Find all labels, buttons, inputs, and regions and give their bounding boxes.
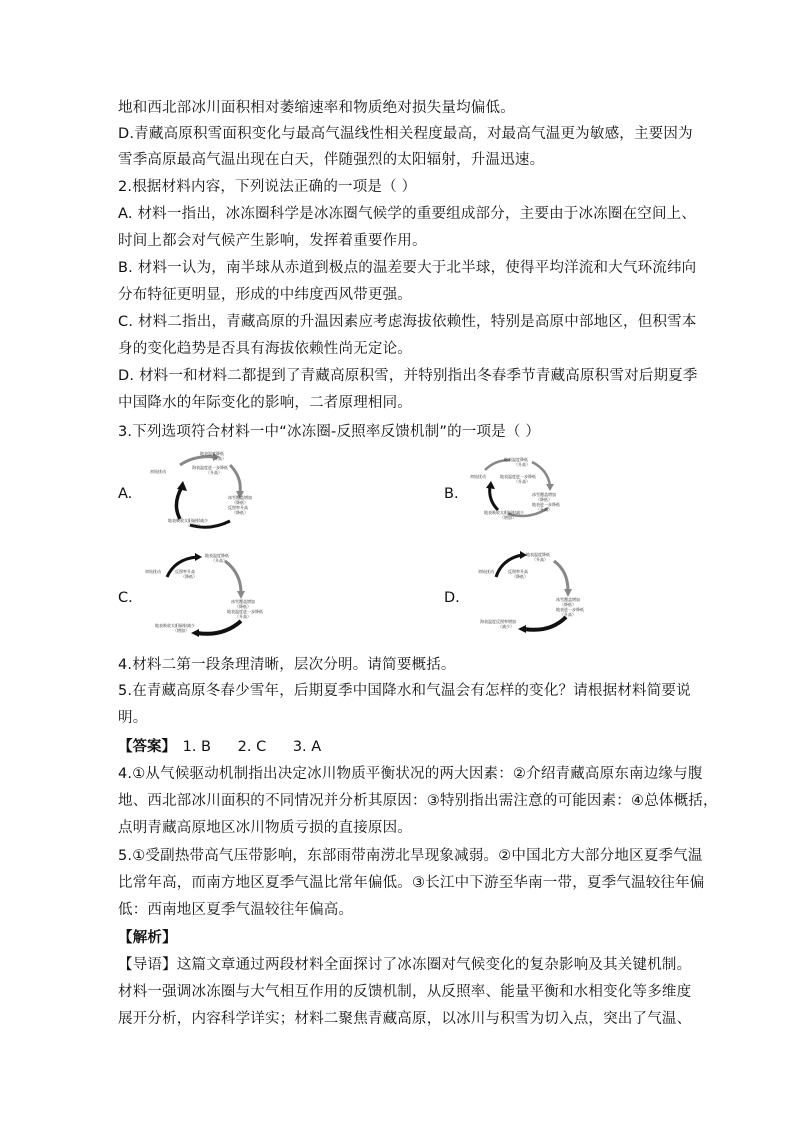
node-bottom2: （增加） [500,515,516,520]
text-line: 低：西南地区夏季气温较往年偏高。 [118,902,354,918]
node-bottom1: 地表吸收太阳辐射减少 [484,510,524,515]
node-top-sub: （升高） [211,558,227,563]
question-3: 3.下列选项符合材料一中“冰冻圈-反照率反馈机制”的一项是（ ） [118,424,541,440]
node-right1: 冰雪覆盖增加 [228,495,252,500]
node-top-sub: （升高） [532,557,548,562]
answer-1: 1. B [182,739,212,755]
node-right1: 冰雪覆盖增加 [556,597,580,602]
option-d-line: D.青藏高原积雪面积变化与最高气温线性相关程度最高，对最高气温更为敏感，主要因为 [118,126,693,142]
cycle-diagram-a [150,449,260,533]
node-right2: （降低） [536,497,552,502]
text-line: 身的变化趋势是否具有海拔依赖性尚无定论。 [118,341,412,357]
node-tr2: （升高） [514,479,530,484]
node-bottom2: （增加） [186,523,202,528]
node-tr1: 海表温度进一步降低 [192,465,228,470]
node-right3: 地表进一步降低 [532,502,560,507]
question-2-option-b: B. 材料一认为，南半球从赤道到极点的温差要大于北半球，使得平均洋流和大气环流纬向 [118,260,697,276]
node-left: 初始扰动 [470,474,486,479]
node-bottom1: 海表温度反照率增加 [480,619,516,624]
node-bottom2: （增加） [173,628,189,633]
node-top: 地表温度降低 [504,457,528,462]
question-2: 2.根据材料内容，下列说法正确的一项是（ ） [118,179,417,195]
cycle-diagram-b [470,456,570,522]
node-right2: （降低） [235,604,251,609]
text-line: 分布特征更明显，形成的中纬度西风带更强。 [118,287,412,303]
question-2-option-d: D. 材料一和材料二都提到了青藏高原积雪，并特别指出冬春季节青藏高原积雪对后期夏季 [118,368,698,384]
node-top-sub: （升高） [210,456,226,461]
text-line: 时间上都会对气候产生影响，发挥着重要作用。 [118,233,427,249]
guide-text: 【导语】这篇文章通过两段材料全面探讨了冰冻圈对气候变化的复杂影响及其关键机制。 [118,957,692,973]
answer-5: 5.①受副热带高气压带影响，东部雨带南涝北旱现象减弱。②中国北方大部分地区夏季气温 [118,848,703,864]
node-right3: 反照率升高 [228,505,248,510]
node-tr2: （降低） [512,574,528,579]
question-4: 4.材料二第一段条理清晰，层次分明。请简要概括。 [118,657,456,673]
answer-4: 4.①从气候驱动机制指出决定冰川物质平衡状况的两大因素：②介绍青藏高原东南边缘与腹 [118,766,703,782]
node-top: 地表温度降低 [200,451,224,456]
text-line: 地和西北部冰川面积相对萎缩速率和物质绝对损失量均偏低。 [118,100,515,116]
text-line: 材料一强调冰冻圈与大气相互作用的反馈机制，从反照率、能量平衡和水相变化等多维度 [118,984,692,1000]
node-bottom2: （减少） [498,624,514,629]
answer-3: 3. A [292,739,322,755]
text-line: 明。 [118,710,148,726]
question-2-option-c: C. 材料二指出，青藏高原的升温因素应考虑海拔依赖性，特别是高原中部地区，但积雪本 [118,314,697,330]
cycle-diagram-c [145,551,265,641]
option-d-label: D. [444,590,460,606]
text-line: 地、西北部冰川面积的不同情况并分析其原因：③特别指出需注意的可能因素：④总体概括， [118,793,718,809]
node-top: 地表温度降低 [205,553,229,558]
text-line: 比常年高，而南方地区夏季气温比常年偏低。③长江中下游至华南一带，夏季气温较往年偏 [118,875,705,891]
node-top: 地表温度降低 [526,552,550,557]
option-c-label: C. [118,590,133,606]
answer-label: 【答案】 [118,739,176,755]
text-line: 雪季高原最高气温出现在白天，伴随强烈的太阳辐射，升温迅速。 [118,152,545,168]
node-left: 初始扰动 [150,469,166,474]
node-left: 初始扰动 [145,569,161,574]
option-a-label: A. [118,486,133,502]
node-right4: （升高） [235,614,251,619]
node-left: 初始扰动 [478,569,494,574]
node-tr1: 反照率升高 [175,569,195,574]
node-right3: 地表进一步降低 [556,607,584,612]
node-right2: （降低） [232,500,248,505]
node-tr1: 反照率升高 [508,569,528,574]
node-right4: （升高） [560,612,576,617]
node-right4: （降低） [232,510,248,515]
question-2-option-a: A. 材料一指出，冰冻圈科学是冰冻圈气候学的重要组成部分，主要由于冰冻圈在空间上、 [118,206,697,222]
node-right1: 冰雪覆盖增加 [532,492,556,497]
answer-2: 2. C [237,739,267,755]
node-tr1: 地表温度进一步降低 [500,474,536,479]
node-right1: 冰雪覆盖增加 [231,599,255,604]
question-5: 5.在青藏高原冬春少雪年，后期夏季中国降水和气温会有怎样的变化？请根据材料简要说 [118,683,691,699]
node-right4: （升高） [536,507,552,512]
node-tr2: （降低） [181,574,197,579]
cycle-diagram-d [478,551,588,637]
node-right2: （降低） [560,602,576,607]
option-b-label: B. [444,486,459,502]
node-bottom1: 地表吸收太阳辐射减少 [168,518,208,523]
text-line: 中国降水的年际变化的影响，二者原理相同。 [118,395,412,411]
node-tr2: （升高） [206,470,222,475]
answer-key [118,737,343,757]
node-right3: 地表温度进一步降低 [227,609,263,614]
node-top-sub: （升高） [514,462,530,467]
text-line: 展开分析，内容科学详实；材料二聚焦青藏高原，以冰川与积雪为切入点，突出了气温、 [118,1011,692,1027]
text-line: 点明青藏高原地区冰川物质亏损的直接原因。 [118,820,412,836]
node-bottom1: 地表吸收太阳辐射减少 [155,623,195,628]
analysis-heading: 【解析】 [118,930,177,946]
